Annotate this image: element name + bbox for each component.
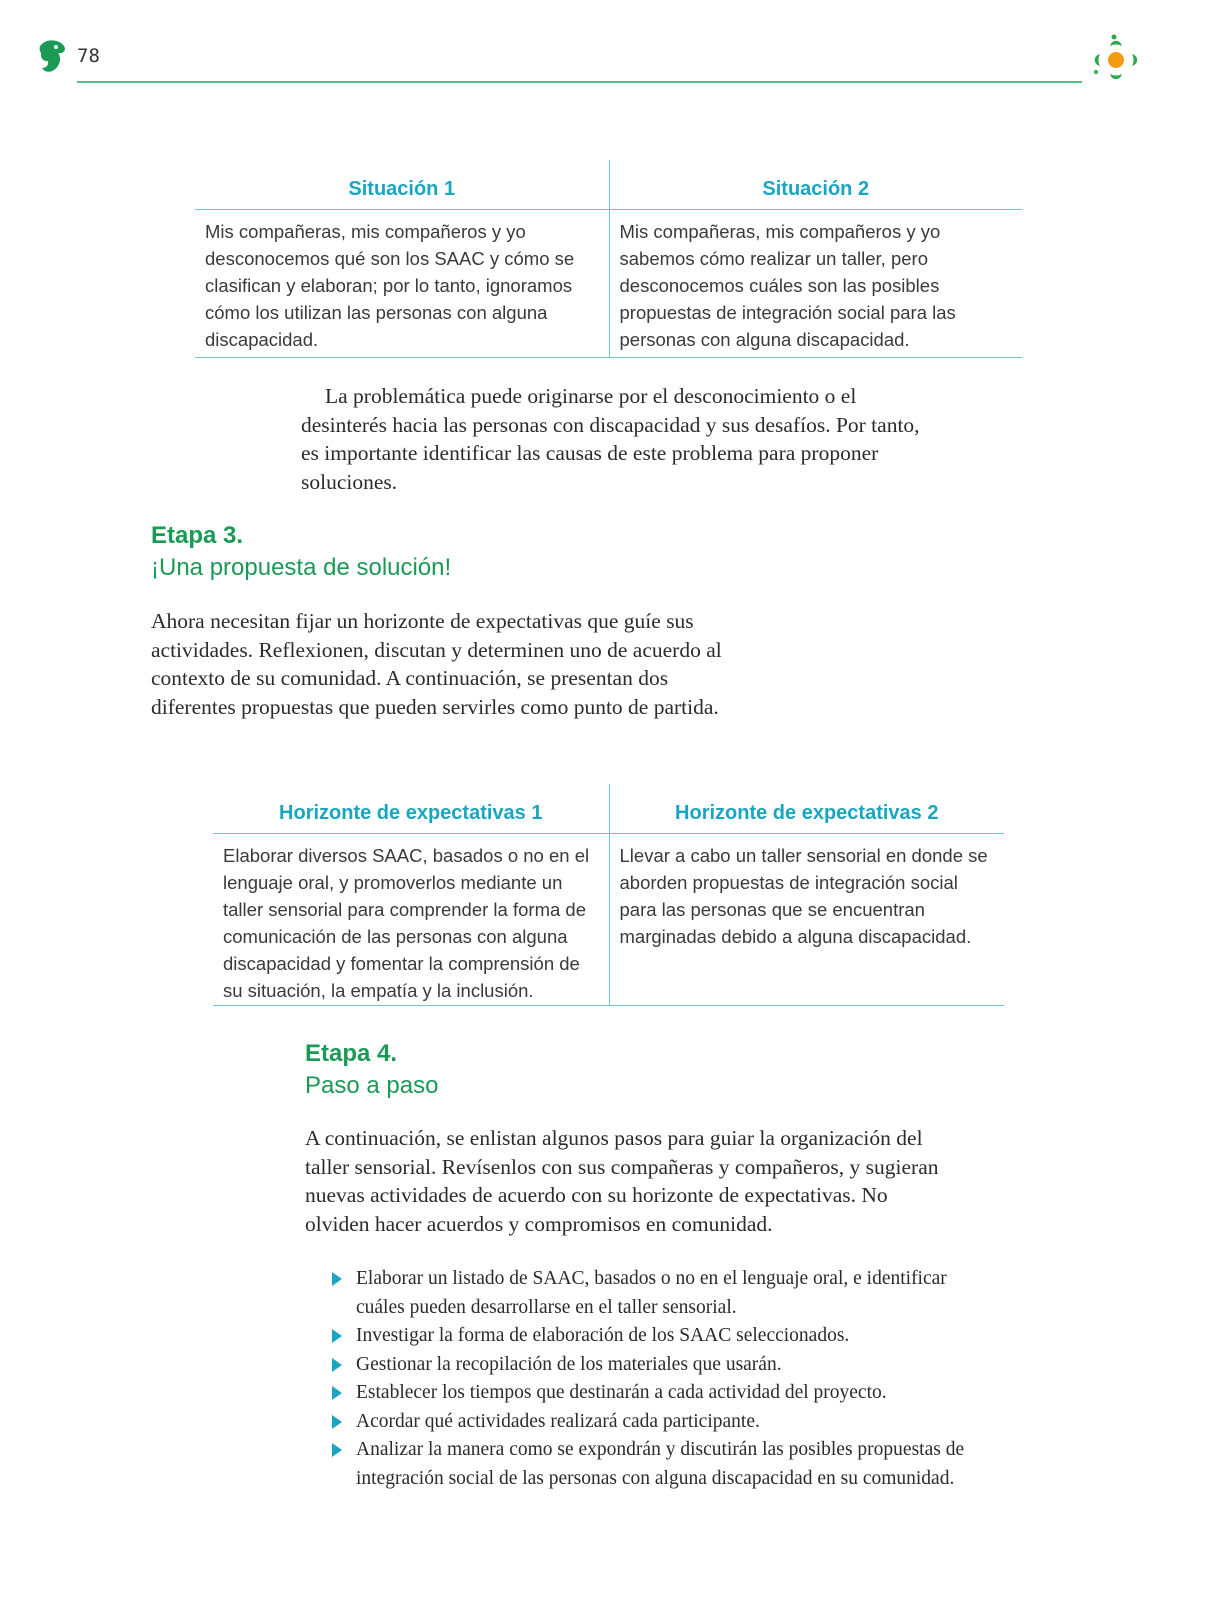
list-item [330, 1322, 970, 1351]
bullet-triangle-icon [332, 1358, 342, 1372]
step-text: Gestionar la recopilación de los materiales que usarán. [356, 1353, 782, 1375]
list-item [330, 1436, 970, 1493]
stage-4-paragraph: A continuación, se enlistan algunos pasos para guiar la organización del taller sensorial. Revísenlos con sus compañeras y compañeros, y sugieran nuevas actividades de acuerdo con su horizonte de expectativas. No olviden hacer acuerdos y compromisos en comunidad. [305, 1126, 939, 1236]
step-text: Acordar qué actividades realizará cada participante. [356, 1410, 760, 1432]
stage-4-heading [305, 1038, 438, 1102]
problem-paragraph: La problemática puede originarse por el desconocimiento o el desinterés hacia las personas con discapacidad y sus desafíos. Por tanto, es importante identificar las causas de este problema para proponer soluciones. [301, 384, 920, 494]
stage-3-paragraph: Ahora necesitan fijar un horizonte de expectativas que guíe sus actividades. Reflexionen, discutan y determinen uno de acuerdo al contexto de su comunidad. A continuación, se presentan dos diferentes propuestas que pueden servirles como punto de partida. [151, 609, 722, 719]
situations-table [195, 160, 1022, 358]
stage-4-subtitle: Paso a paso [305, 1072, 439, 1099]
situation-2-column [609, 160, 1023, 358]
stage-3-title: Etapa 3. [151, 522, 244, 549]
page-number: 78 [77, 45, 100, 67]
steps-list [330, 1265, 970, 1493]
bullet-triangle-icon [332, 1272, 342, 1286]
list-item [330, 1265, 970, 1322]
stage-3-heading [151, 520, 451, 584]
situation-2-text: Mis compañeras, mis compañeros y yo sabemos cómo realizar un taller, pero desconocemos cuáles son las posibles propuestas de integración social para las personas con alguna discapacidad. [619, 221, 956, 350]
bullet-triangle-icon [332, 1415, 342, 1429]
expectation-1-title: Horizonte de expectativas 1 [213, 784, 609, 834]
expectation-1-column [213, 784, 609, 1006]
emblem-icon [1088, 34, 1144, 86]
expectation-2-column [609, 784, 1005, 1006]
stage-4-title: Etapa 4. [305, 1040, 398, 1067]
header-rule [77, 81, 1082, 83]
step-text: Analizar la manera como se expondrán y discutirán las posibles propuestas de integración social de las personas con alguna discapacidad en su comunidad. [356, 1439, 965, 1489]
list-item [330, 1351, 970, 1380]
expectations-table [213, 784, 1004, 1006]
situation-1-text: Mis compañeras, mis compañeros y yo desconocemos qué son los SAAC y cómo se clasifican y elaboran; por lo tanto, ignoramos cómo los utilizan las personas con alguna discapacidad. [205, 221, 575, 350]
expectation-2-text: Llevar a cabo un taller sensorial en donde se aborden propuestas de integración social para las personas que se encuentran marginadas debido a alguna discapacidad. [619, 845, 988, 947]
stage-3-subtitle: ¡Una propuesta de solución! [151, 554, 452, 581]
expectation-2-title: Horizonte de expectativas 2 [610, 784, 1005, 834]
section-logo-icon [38, 38, 68, 74]
step-text: Establecer los tiempos que destinarán a cada actividad del proyecto. [356, 1382, 887, 1403]
situation-1-column [195, 160, 609, 358]
step-text: Elaborar un listado de SAAC, basados o no en el lenguaje oral, e identificar cuáles pueden desarrollarse en el taller sensorial. [356, 1268, 947, 1318]
expectation-1-text: Elaborar diversos SAAC, basados o no en el lenguaje oral, y promoverlos mediante un taller sensorial para comprender la forma de comunicación de las personas con alguna discapacidad y fomentar la comprensión de su situación, la empatía y la inclusión. [223, 845, 590, 1001]
table-bottom-rule [213, 1005, 1004, 1007]
situation-2-title: Situación 2 [610, 160, 1023, 210]
bullet-triangle-icon [332, 1443, 342, 1457]
bullet-triangle-icon [332, 1329, 342, 1343]
list-item [330, 1379, 970, 1408]
situation-1-title: Situación 1 [195, 160, 609, 210]
bullet-triangle-icon [332, 1386, 342, 1400]
table-bottom-rule [195, 357, 1022, 359]
list-item [330, 1408, 970, 1437]
step-text: Investigar la forma de elaboración de los SAAC seleccionados. [356, 1325, 850, 1346]
